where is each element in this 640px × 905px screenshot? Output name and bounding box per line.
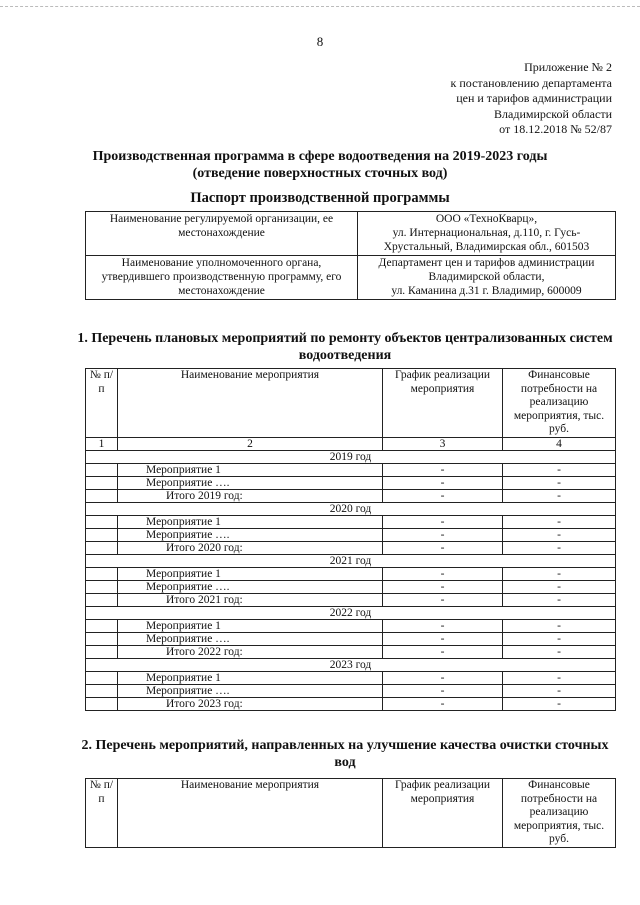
row-num [86,541,118,554]
row-schedule: - [383,697,503,710]
table-header-row [86,779,616,848]
appendix-line: к постановлению департамента [450,75,612,90]
row-num [86,580,118,593]
header-finance: Финансовые потребности на реализацию мероприятия, тыс. руб. [503,369,616,438]
year-label: 2020 год [86,502,616,515]
row-schedule: - [383,567,503,580]
row-finance: - [503,489,616,502]
quality-measures-table [85,778,616,848]
table-row [86,684,616,697]
table-row [86,632,616,645]
scan-top-edge [0,0,640,7]
row-finance: - [503,580,616,593]
header-schedule: График реализации мероприятия [383,779,503,848]
row-num [86,593,118,606]
year-row [86,502,616,515]
passport-label: Наименование уполномоченного органа, утвердившего производственную программу, его местонахождение [86,256,358,300]
passport-value-line: Департамент цен и тарифов администрации [378,257,595,269]
row-finance: - [503,619,616,632]
row-num [86,489,118,502]
row-num [86,463,118,476]
row-measure-name: Мероприятие 1 [118,671,383,684]
header-schedule: График реализации мероприятия [383,369,503,438]
row-total-label: Итого 2019 год: [118,489,383,502]
row-finance: - [503,463,616,476]
row-num [86,645,118,658]
row-num [86,697,118,710]
row-measure-name: Мероприятие …. [118,684,383,697]
column-number: 2 [118,437,383,450]
table-row [86,697,616,710]
row-measure-name: Мероприятие …. [118,476,383,489]
row-schedule: - [383,463,503,476]
row-finance: - [503,476,616,489]
passport-value-line: ООО «ТехноКварц», [435,213,538,225]
passport-row [86,212,616,256]
row-num [86,476,118,489]
column-number-row [86,437,616,450]
appendix-line: Приложение № 2 [524,60,612,74]
passport-value-line: ул. Интернациональная, д.110, г. Гусь-Хрустальный, Владимирская обл., 601503 [383,227,590,253]
row-num [86,619,118,632]
table-row [86,619,616,632]
row-measure-name: Мероприятие 1 [118,515,383,528]
row-finance: - [503,632,616,645]
row-schedule: - [383,580,503,593]
page-number: 8 [316,34,324,49]
year-label: 2021 год [86,554,616,567]
repair-measures-table [85,368,616,711]
passport-value-line: Владимирской области, [428,271,545,283]
row-finance: - [503,697,616,710]
column-number: 1 [86,437,118,450]
year-label: 2019 год [86,450,616,463]
table-row [86,463,616,476]
row-measure-name: Мероприятие …. [118,580,383,593]
passport-value-line: ул. Каманина д.31 г. Владимир, 600009 [391,285,582,297]
row-finance: - [503,515,616,528]
section-1-title: 1. Перечень плановых мероприятий по ремонту объектов централизованных систем водоотведения [77,331,613,363]
header-finance: Финансовые потребности на реализацию мероприятия, тыс. руб. [503,779,616,848]
row-total-label: Итого 2020 год: [118,541,383,554]
year-label: 2023 год [86,658,616,671]
row-total-label: Итого 2022 год: [118,645,383,658]
row-schedule: - [383,645,503,658]
row-schedule: - [383,671,503,684]
appendix-block [451,60,612,138]
year-row [86,554,616,567]
table-row [86,567,616,580]
appendix-line: цен и тарифов администрации [456,91,612,105]
row-schedule: - [383,476,503,489]
header-name: Наименование мероприятия [118,369,383,438]
table-row [86,671,616,684]
appendix-line: от 18.12.2018 № 52/87 [499,122,612,136]
row-schedule: - [383,619,503,632]
table-row [86,515,616,528]
row-finance: - [503,684,616,697]
row-schedule: - [383,515,503,528]
row-finance: - [503,528,616,541]
passport-value [358,256,616,300]
row-num [86,567,118,580]
row-schedule: - [383,528,503,541]
row-num [86,684,118,697]
row-measure-name: Мероприятие …. [118,528,383,541]
row-finance: - [503,671,616,684]
appendix-line: Владимирской области [494,106,612,121]
row-finance: - [503,567,616,580]
row-num [86,528,118,541]
table-row [86,541,616,554]
year-row [86,658,616,671]
table-row [86,476,616,489]
header-name: Наименование мероприятия [118,779,383,848]
passport-value [358,212,616,256]
row-total-label: Итого 2023 год: [118,697,383,710]
passport-table [85,211,616,300]
table-row [86,528,616,541]
row-measure-name: Мероприятие 1 [118,463,383,476]
row-measure-name: Мероприятие 1 [118,619,383,632]
header-num: № п/п [86,369,118,438]
row-finance: - [503,541,616,554]
row-total-label: Итого 2021 год: [118,593,383,606]
row-schedule: - [383,489,503,502]
program-title [40,148,600,182]
row-num [86,515,118,528]
row-schedule: - [383,632,503,645]
row-measure-name: Мероприятие 1 [118,567,383,580]
column-number: 3 [383,437,503,450]
passport-row [86,256,616,300]
year-row [86,450,616,463]
section-2-title: 2. Перечень мероприятий, направленных на улучшение качества очистки сточных вод [81,738,609,770]
passport-title: Паспорт производственной программы [190,190,450,206]
table-row [86,580,616,593]
row-finance: - [503,645,616,658]
table-header-row [86,369,616,438]
row-measure-name: Мероприятие …. [118,632,383,645]
row-num [86,671,118,684]
program-title-line: Производственная программа в сфере водоотведения на 2019-2023 годы [92,149,548,164]
row-num [86,632,118,645]
row-schedule: - [383,593,503,606]
year-label: 2022 год [86,606,616,619]
table-row [86,645,616,658]
row-schedule: - [383,541,503,554]
year-row [86,606,616,619]
row-finance: - [503,593,616,606]
passport-label: Наименование регулируемой организации, ее местонахождение [86,212,358,256]
header-num: № п/п [86,779,118,848]
table-row [86,489,616,502]
table-row [86,593,616,606]
column-number: 4 [503,437,616,450]
program-subtitle-line: (отведение поверхностных сточных вод) [192,166,448,181]
row-schedule: - [383,684,503,697]
